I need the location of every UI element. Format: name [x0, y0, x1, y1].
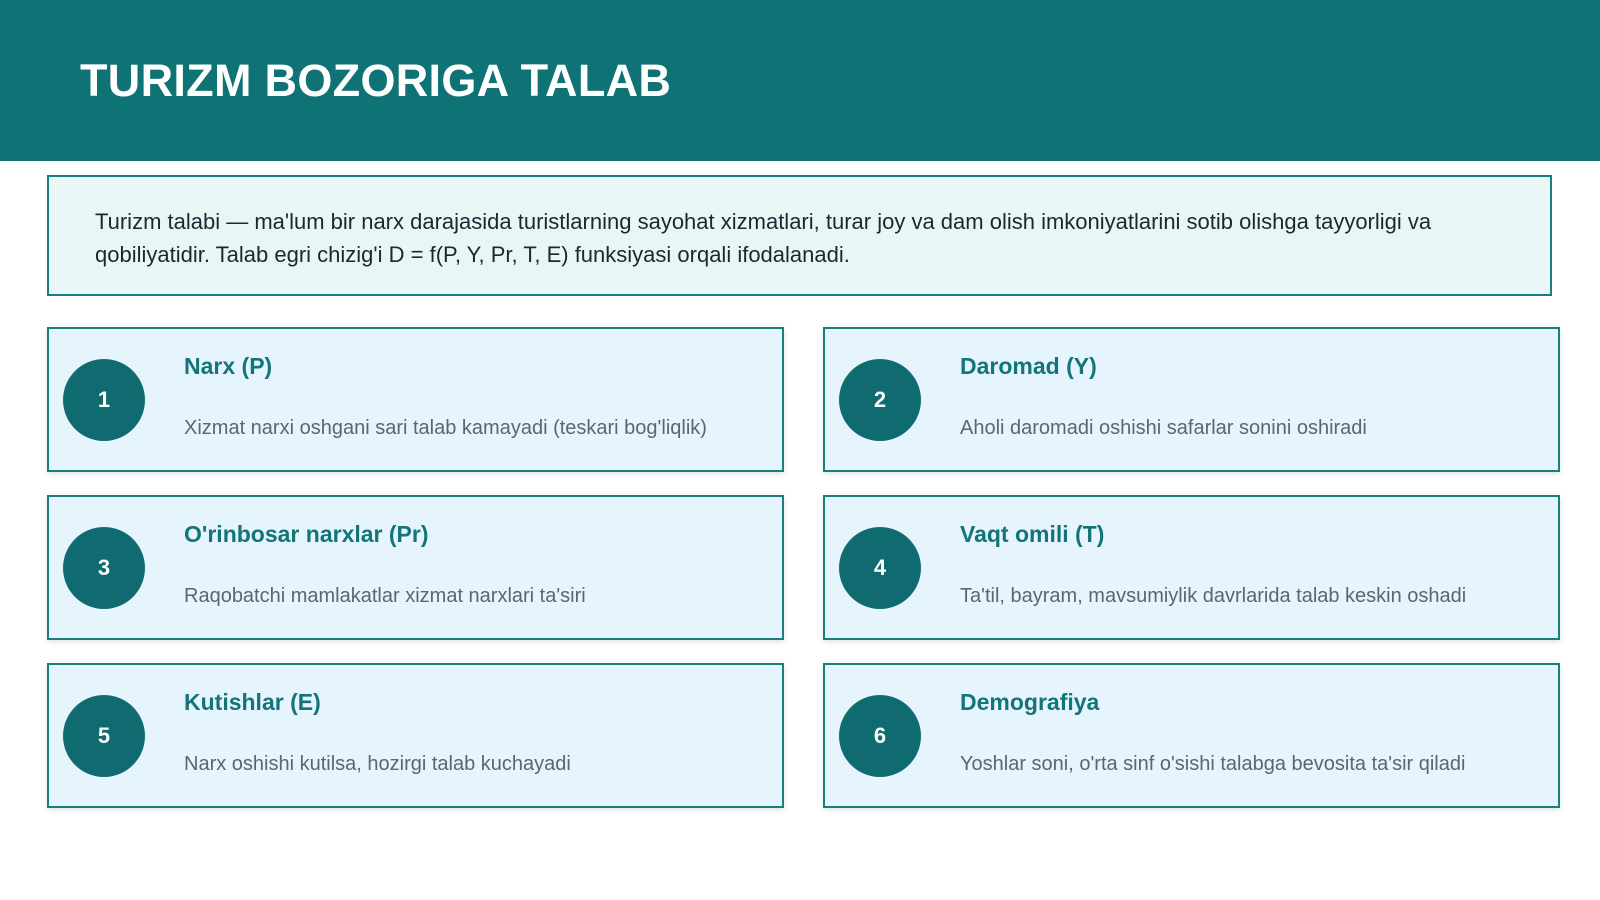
factor-number-badge: 1 [63, 359, 145, 441]
header-bar [0, 0, 1600, 161]
factor-description: Aholi daromadi oshishi safarlar sonini oshiradi [960, 417, 1367, 439]
factor-number-badge: 3 [63, 527, 145, 609]
factor-description: Raqobatchi mamlakatlar xizmat narxlari ta'siri [184, 585, 586, 607]
factor-description: Yoshlar soni, o'rta sinf o'sishi talabga bevosita ta'sir qiladi [960, 753, 1466, 775]
factor-description: Xizmat narxi oshgani sari talab kamayadi (teskari bog'liqlik) [184, 417, 707, 439]
factor-title: Vaqt omili (T) [960, 521, 1105, 547]
factor-card-income [823, 327, 1560, 472]
factor-number-badge: 5 [63, 695, 145, 777]
factor-card-expectations [47, 663, 784, 808]
factor-number-badge: 4 [839, 527, 921, 609]
factor-number-badge: 6 [839, 695, 921, 777]
definition-box [47, 175, 1552, 296]
factor-title: O'rinbosar narxlar (Pr) [184, 521, 429, 547]
page-title: TURIZM BOZORIGA TALAB [80, 55, 672, 106]
factor-title: Daromad (Y) [960, 353, 1097, 379]
definition-text: Turizm talabi — ma'lum bir narx darajasida turistlarning sayohat xizmatlari, turar joy va dam olish imkoniyatlarini sotib olishga tayyorligi va qobiliyatidir. Talab egri chizig'i D = f(P, Y, Pr, T, E) funksiyasi orqali ifodalanadi. [95, 209, 1432, 267]
factor-title: Demografiya [960, 689, 1100, 715]
factor-number-badge: 2 [839, 359, 921, 441]
factor-description: Narx oshishi kutilsa, hozirgi talab kuchayadi [184, 753, 571, 775]
factor-card-time [823, 495, 1560, 640]
factor-card-substitute-prices [47, 495, 784, 640]
factor-title: Narx (P) [184, 353, 273, 379]
factor-card-demography [823, 663, 1560, 808]
factor-title: Kutishlar (E) [184, 689, 321, 715]
factor-card-price [47, 327, 784, 472]
factor-description: Ta'til, bayram, mavsumiylik davrlarida talab keskin oshadi [960, 585, 1467, 607]
